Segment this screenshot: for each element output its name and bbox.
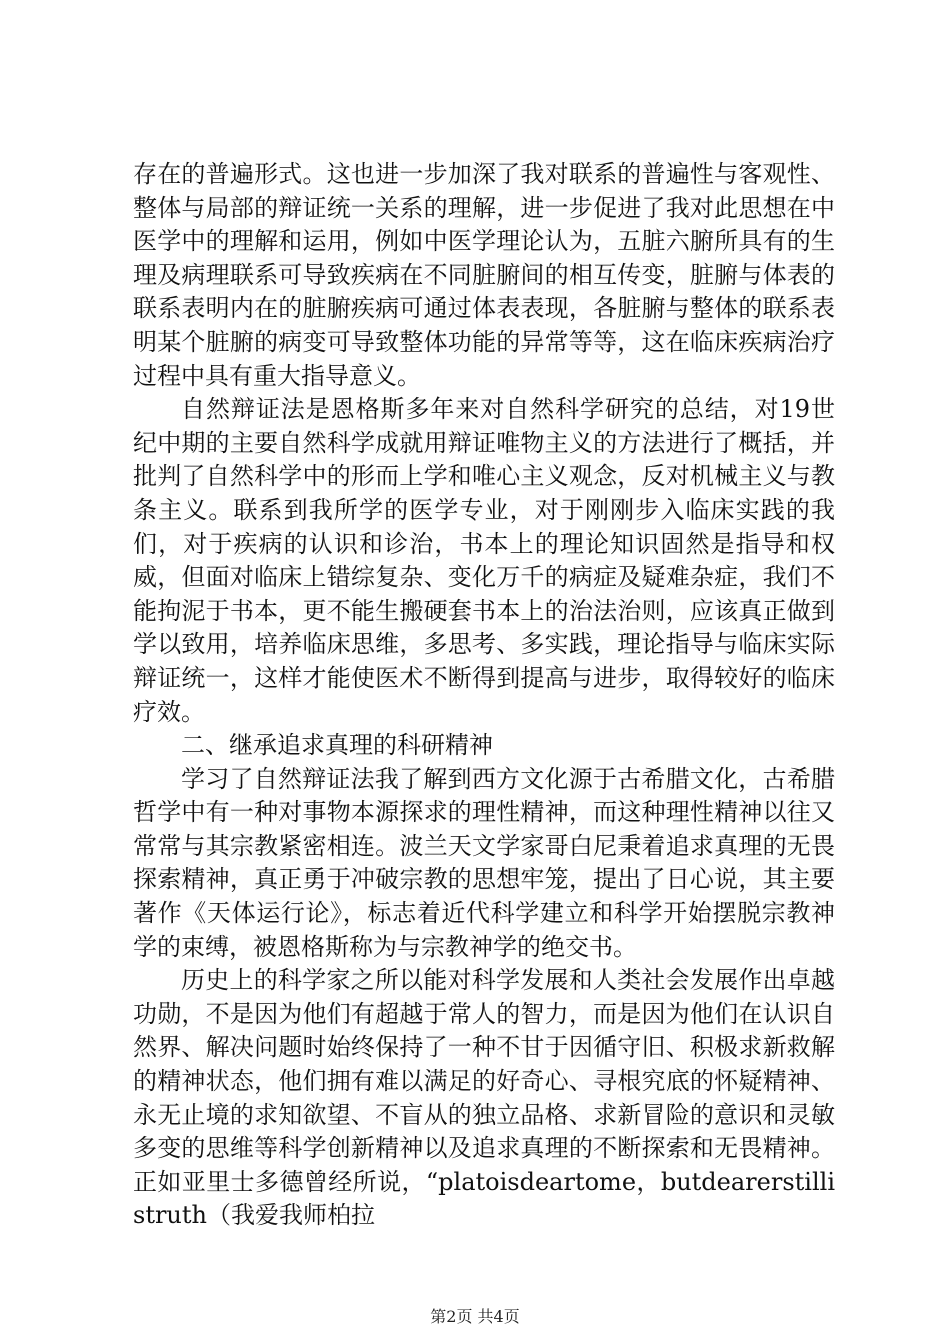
section-heading: 二、继承追求真理的科研精神	[181, 731, 493, 760]
document-body	[133, 158, 835, 1233]
paragraph-2: 自然辩证法是恩格斯多年来对自然科学研究的总结，对19世纪中期的主要自然科学成就用辩证唯物主义的方法进行了概括，并批判了自然科学中的形而上学和唯心主义观念，反对机械主义与教条主义。联系到我所学的医学专业，对于刚刚步入临床实践的我们，对于疾病的认识和诊治，书本上的理论知识固然是指导和权威，但面对临床上错综复杂、变化万千的病症及疑难杂症，我们不能拘泥于书本，更不能生搬硬套书本上的治法治则，应该真正做到学以致用，培养临床思维，多思考、多实践，理论指导与临床实际辩证统一，这样才能使医术不断得到提高与进步，取得较好的临床疗效。	[133, 395, 835, 726]
paragraph-3: 学习了自然辩证法我了解到西方文化源于古希腊文化，古希腊哲学中有一种对事物本源探求的理性精神，而这种理性精神以往又常常与其宗教紧密相连。波兰天文学家哥白尼秉着追求真理的无畏探索精神，真正勇于冲破宗教的思想牢笼，提出了日心说，其主要著作《天体运行论》，标志着近代科学建立和科学开始摆脱宗教神学的束缚，被恩格斯称为与宗教神学的绝交书。	[133, 764, 835, 961]
paragraph-4: 历史上的科学家之所以能对科学发展和人类社会发展作出卓越功勋，不是因为他们有超越于常人的智力，而是因为他们在认识自然界、解决问题时始终保持了一种不甘于因循守旧、积极求新救解的精神状态，他们拥有难以满足的好奇心、寻根究底的怀疑精神、永无止境的求知欲望、不盲从的独立品格、求新冒险的意识和灵敏多变的思维等科学创新精神以及追求真理的不断探索和无畏精神。正如亚里士多德曾经所说，“platoisdeartome，butdearerstillistruth（我爱我师柏拉	[133, 966, 835, 1230]
paragraph-1: 存在的普遍形式。这也进一步加深了我对联系的普遍性与客观性、整体与局部的辩证统一关系的理解，进一步促进了我对此思想在中医学中的理解和运用，例如中医学理论认为，五脏六腑所具有的生理及病理联系可导致疾病在不同脏腑间的相互传变，脏腑与体表的联系表明内在的脏腑疾病可通过体表表现，各脏腑与整体的联系表明某个脏腑的病变可导致整体功能的异常等等，这在临床疾病治疗过程中具有重大指导意义。	[133, 160, 835, 390]
page-footer: 第2页 共4页	[430, 1307, 520, 1326]
